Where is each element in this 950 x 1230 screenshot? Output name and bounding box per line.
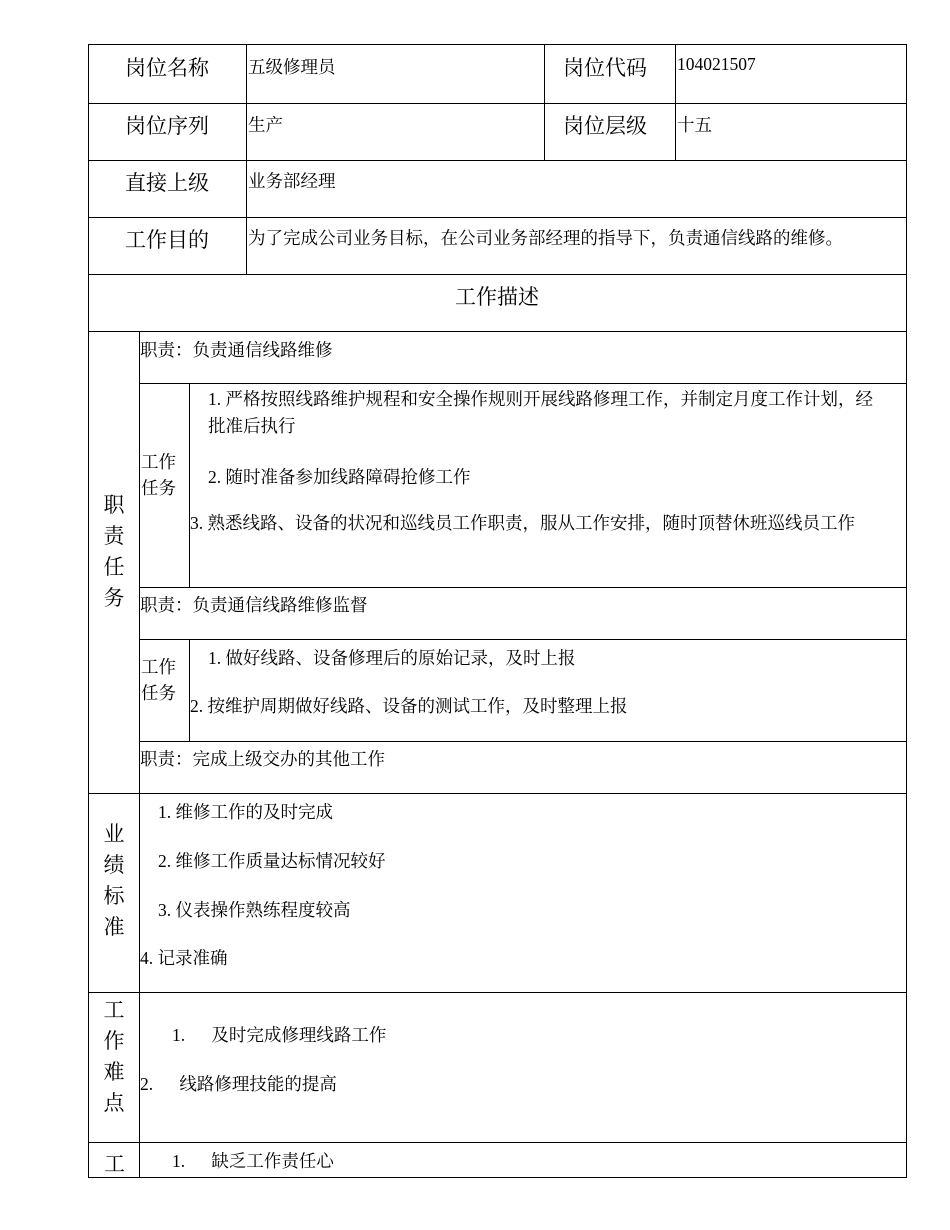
- performance-item: 4. 记录准确: [140, 948, 228, 968]
- row-divider: [88, 103, 907, 104]
- purpose-value: 为了完成公司业务目标，在公司业务部经理的指导下，负责通信线路的维修。: [248, 228, 843, 248]
- post-name-label: 岗位名称: [125, 56, 209, 80]
- section-divider: [88, 793, 907, 794]
- task-item: 1. 做好线路、设备修理后的原始记录，及时上报: [208, 648, 576, 668]
- superior-value: 业务部经理: [248, 171, 336, 191]
- post-seq-value: 生产: [248, 115, 283, 135]
- task-item: 2. 按维护周期做好线路、设备的测试工作，及时整理上报: [190, 696, 628, 716]
- row-divider: [88, 160, 907, 161]
- task-col-divider: [189, 639, 190, 741]
- task-col-divider: [189, 383, 190, 587]
- next-section-item: 1. 缺乏工作责任心: [172, 1151, 334, 1171]
- performance-item: 2. 维修工作质量达标情况较好: [158, 851, 386, 871]
- row-divider: [139, 741, 907, 742]
- performance-label: 业绩标准: [103, 822, 125, 939]
- duty-title: 职责：负责通信线路维修监督: [140, 595, 368, 615]
- section-divider: [88, 992, 907, 993]
- task-item: 2. 随时准备参加线路障碍抢修工作: [208, 467, 471, 487]
- post-seq-label: 岗位序列: [125, 114, 209, 138]
- duties-side-label: 职责任务: [103, 493, 125, 610]
- task-item: 3. 熟悉线路、设备的状况和巡线员工作职责，服从工作安排，随时顶替休班巡线员工作: [190, 513, 855, 533]
- col-divider: [246, 44, 247, 274]
- performance-item: 3. 仪表操作熟练程度较高: [158, 900, 351, 920]
- task-label: 工作任务: [141, 657, 176, 703]
- row-divider: [139, 587, 907, 588]
- row-divider: [88, 274, 907, 275]
- col-divider: [675, 44, 676, 160]
- row-divider: [88, 217, 907, 218]
- duty-title: 职责：完成上级交办的其他工作: [140, 749, 385, 769]
- difficulty-item: 2. 线路修理技能的提高: [140, 1074, 337, 1094]
- difficulty-item: 1. 及时完成修理线路工作: [172, 1025, 387, 1045]
- post-code-value: 104021507: [677, 54, 756, 74]
- task-label: 工作任务: [141, 452, 176, 498]
- duty-title: 职责：负责通信线路维修: [140, 340, 333, 360]
- post-level-label: 岗位层级: [563, 114, 647, 138]
- post-level-value: 十五: [677, 115, 712, 135]
- difficulties-label: 工作难点: [103, 998, 125, 1115]
- description-title: 工作描述: [455, 285, 539, 309]
- section-divider: [88, 1142, 907, 1143]
- next-section-label: 工: [104, 1152, 125, 1176]
- post-code-label: 岗位代码: [563, 56, 647, 80]
- post-name-value: 五级修理员: [248, 57, 336, 77]
- superior-label: 直接上级: [125, 171, 209, 195]
- row-divider: [139, 639, 907, 640]
- col-divider: [544, 44, 545, 160]
- task-item: 1. 严格按照线路维护规程和安全操作规则开展线路修理工作，并制定月度工作计划，经批准后执行: [208, 389, 873, 436]
- purpose-label: 工作目的: [125, 228, 209, 252]
- performance-item: 1. 维修工作的及时完成: [158, 802, 333, 822]
- row-divider: [139, 383, 907, 384]
- row-divider: [88, 331, 907, 332]
